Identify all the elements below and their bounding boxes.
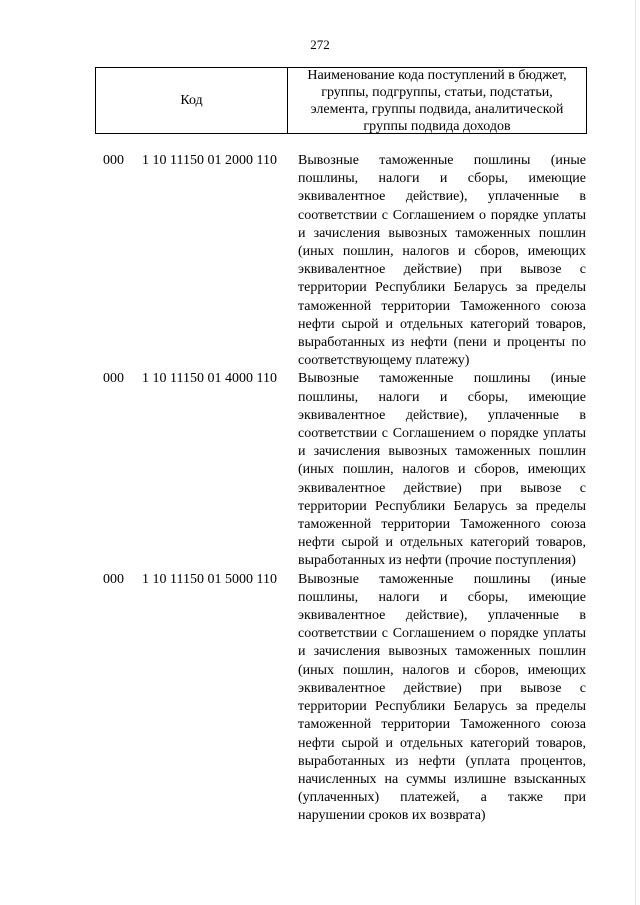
revenue-code: 1 10 11150 01 4000 110 <box>142 371 277 387</box>
revenue-code: 1 10 11150 01 5000 110 <box>142 571 277 587</box>
scan-edge <box>635 0 636 905</box>
page-number: 272 <box>310 37 330 52</box>
code-column-header: Код <box>96 68 288 133</box>
revenue-description: Вывозные таможенные пошлины (иные пошлины, налоги и сборы, имеющие эквивалентное действие), уплаченные в соответствии с Соглашением о порядке уплаты и зачисления вывозных таможенных пошлин (иных пошлин, налогов и сборов, имеющих эквивалентное действие) при вывозе с территории Республики Беларусь за пределы таможенной территории Таможенного союза нефти сырой и отдельных категорий товаров, выработанных из нефти (прочие поступления) <box>298 371 586 569</box>
revenue-description: Вывозные таможенные пошлины (иные пошлины, налоги и сборы, имеющие эквивалентное действие), уплаченные в соответствии с Соглашением о порядке уплаты и зачисления вывозных таможенных пошлин (иных пошлин, налогов и сборов, имеющих эквивалентное действие) при вывозе с территории Республики Беларусь за пределы таможенной территории Таможенного союза нефти сырой и отдельных категорий товаров, выработанных из нефти (уплата процентов, начисленных на суммы излишне взысканных (уплаченных) платежей, а также при нарушении сроков их возврата) <box>298 571 586 824</box>
admin-code: 000 <box>103 153 124 168</box>
table-header <box>95 67 587 134</box>
revenue-code-list <box>0 152 640 826</box>
revenue-description: Вывозные таможенные пошлины (иные пошлины, налоги и сборы, имеющие эквивалентное действие), уплаченные в соответствии с Соглашением о порядке уплаты и зачисления вывозных таможенных пошлин (иных пошлин, налогов и сборов, имеющих эквивалентное действие) при вывозе с территории Республики Беларусь за пределы таможенной территории Таможенного союза нефти сырой и отдельных категорий товаров, выработанных из нефти (пени и проценты по соответствующему платежу) <box>298 153 586 369</box>
revenue-code: 1 10 11150 01 2000 110 <box>142 153 277 168</box>
table-row <box>0 152 640 370</box>
name-column-header: Наименование кода поступлений в бюджет, группы, подгруппы, статьи, подстатьи, элемента, группы подвида, аналитической группы подвида доходов <box>307 67 567 134</box>
table-row <box>0 370 640 570</box>
admin-code: 000 <box>103 571 124 587</box>
table-row <box>0 571 640 826</box>
admin-code: 000 <box>103 371 124 387</box>
